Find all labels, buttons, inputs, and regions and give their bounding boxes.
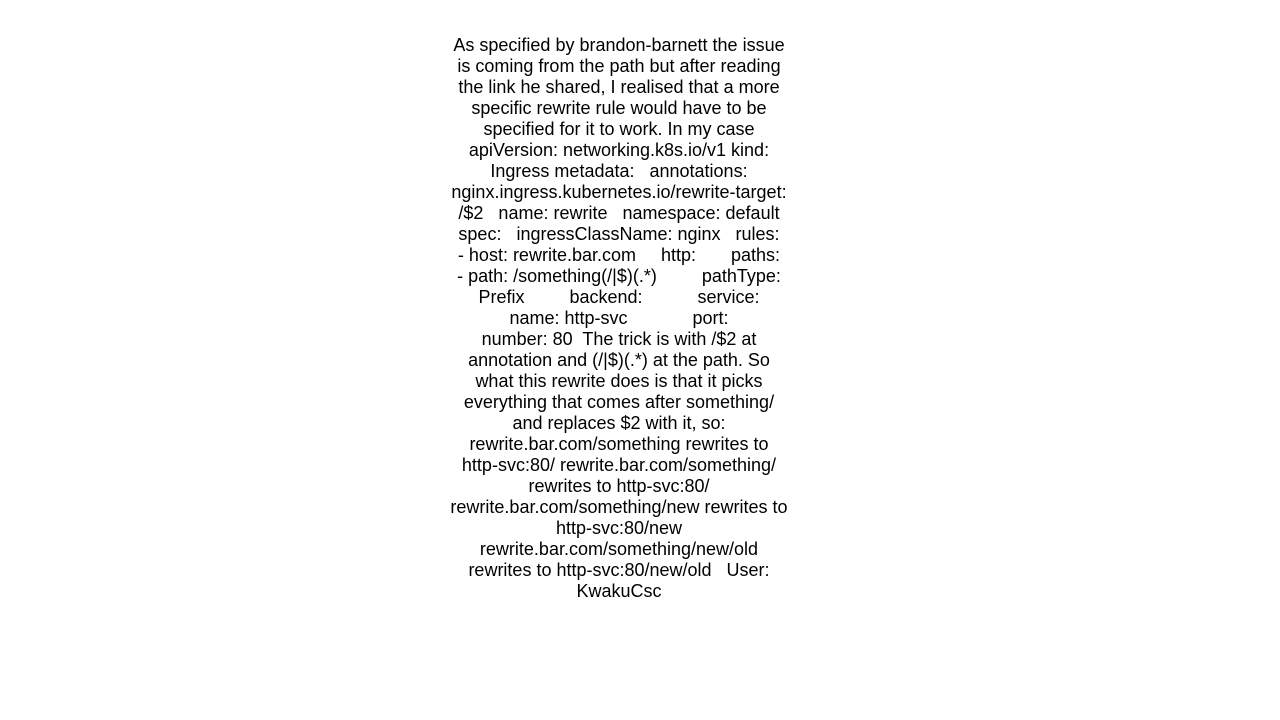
- answer-text: As specified by brandon-barnett the issue is coming from the path but after reading the link he shared, I realised that a more specific rewrite rule would have to be specified for it to work. In my case apiVersion: networking.k8s.io/v1 kind: Ingress metadata: annotations: nginx.ingress.kubernetes.io/rewrite-target: /$2 name: rewrite namespace: default spec: ingressClassName: nginx rules: - host: rewrite.bar.com http: paths: - path: /something(/|$)(.*) pathType: Prefix backend: service: name: http-svc port: number: 80 The trick is with /$2 at annotation and (/|$)(.*) at the path. So what this rewrite does is that it picks everything that comes after something/ and replaces $2 with it, so: rewrite.bar.com/something rewrites to http-svc:80/ rewrite.bar.com/something/ rewrites to http-svc:80/ rewrite.bar.com/something/new rewrites to http-svc:80/new rewrite.bar.com/something/new/old rewrites to http-svc:80/new/old User: KwakuCsc: [450, 35, 825, 601]
